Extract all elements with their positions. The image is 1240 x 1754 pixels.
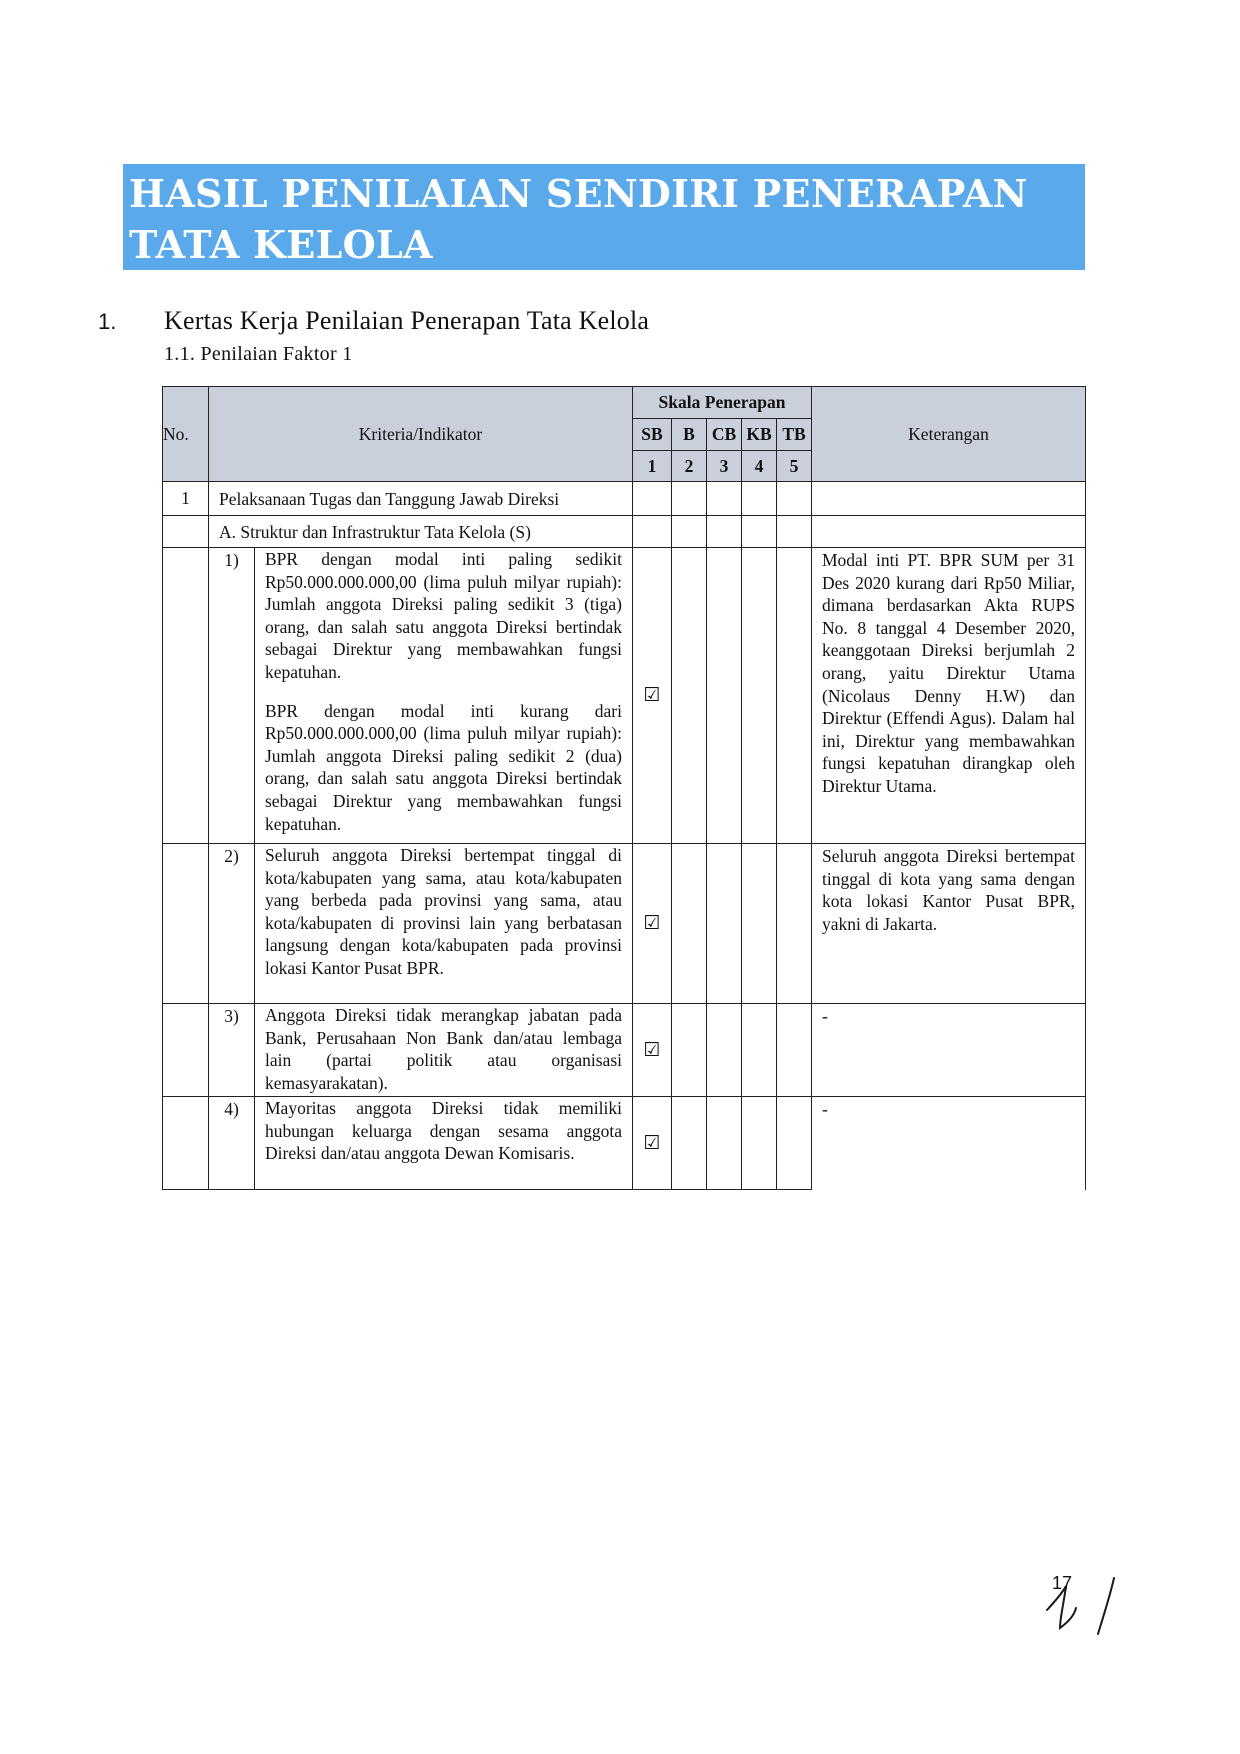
item-criteria (255, 1097, 633, 1190)
item-criteria-paragraph: Seluruh anggota Direksi bertempat tinggal di kota/kabupaten yang sama, atau kota/kabupaten yang berbeda pada provinsi yang sama, atau kota/kabupaten di provinsi lain yang berbatasan langsung dengan kota/kabupaten pada provinsi lokasi Kantor Pusat BPR. (265, 845, 622, 978)
checkbox-icon: ☑ (633, 844, 672, 1004)
item-remarks: Modal inti PT. BPR SUM per 31 Des 2020 kurang dari Rp50 Miliar, dimana berdasarkan Akta RUPS No. 8 tanggal 4 Desember 2020, keanggotaan Direksi berjumlah 2 orang, yaitu Direktur Utama (Nicolaus Denny H.W) dan Direktur (Effendi Agus). Dalam hal ini, Direktur yang membawahkan fungsi kepatuhan dirangkap oleh Direktur Utama. (812, 548, 1086, 844)
table-row (163, 548, 1086, 844)
scale-value-4: 4 (742, 451, 777, 482)
header-no-label: No. (163, 423, 189, 444)
header-no (163, 387, 209, 482)
header-criteria: Kriteria/Indikator (209, 387, 633, 482)
item-criteria (255, 548, 633, 844)
scale-value-3: 3 (707, 451, 742, 482)
scale-code-sb: SB (633, 419, 672, 451)
group-number: 1 (163, 482, 209, 516)
item-remarks: Seluruh anggota Direksi bertempat tinggal di kota yang sama dengan kota lokasi Kantor Pusat BPR, yakni di Jakarta. (812, 844, 1086, 1004)
subgroup-row (163, 516, 1086, 548)
item-criteria-paragraph: BPR dengan modal inti kurang dari Rp50.000.000.000,00 (lima puluh milyar rupiah): Jumlah anggota Direksi paling sedikit 2 (dua) orang, dan salah satu anggota Direksi bertindak sebagai Direktur yang membawahkan fungsi kepatuhan. (265, 700, 622, 834)
item-number: 3) (209, 1004, 255, 1097)
scale-code-b: B (672, 419, 707, 451)
group-title: Pelaksanaan Tugas dan Tanggung Jawab Direksi (209, 482, 633, 516)
page-banner-title: HASIL PENILAIAN SENDIRI PENERAPAN TATA KELOLA (123, 164, 1085, 270)
checkbox-icon: ☑ (633, 548, 672, 844)
header-row-scale (163, 387, 1086, 419)
assessment-table (162, 386, 1086, 1190)
section-title: Kertas Kerja Penilaian Penerapan Tata Kelola (164, 306, 650, 335)
item-remarks: - (812, 1097, 1086, 1190)
item-remarks: - (812, 1004, 1086, 1097)
subgroup-title: A. Struktur dan Infrastruktur Tata Kelola (S) (209, 516, 633, 548)
subsection-title: 1.1. Penilaian Faktor 1 (164, 343, 353, 365)
scale-code-kb: KB (742, 419, 777, 451)
item-criteria (255, 844, 633, 1004)
item-criteria-paragraph: BPR dengan modal inti paling sedikit Rp50.000.000.000,00 (lima puluh milyar rupiah): Jumlah anggota Direksi paling sedikit 3 (tiga) orang, dan salah satu anggota Direksi bertindak sebagai Direktur yang membawahkan fungsi kepatuhan. (265, 549, 622, 682)
page-number: 17 (1052, 1573, 1073, 1593)
checkbox-icon: ☑ (633, 1097, 672, 1190)
scale-code-cb: CB (707, 419, 742, 451)
item-criteria-paragraph: Mayoritas anggota Direksi tidak memiliki hubungan keluarga dengan sesama anggota Direksi dan/atau anggota Dewan Komisaris. (265, 1098, 622, 1164)
scale-value-5: 5 (777, 451, 812, 482)
scale-code-tb: TB (777, 419, 812, 451)
header-scale: Skala Penerapan (633, 387, 812, 419)
table-row (163, 1004, 1086, 1097)
item-criteria-paragraph: Anggota Direksi tidak merangkap jabatan pada Bank, Perusahaan Non Bank dan/atau lembaga lain (partai politik atau organisasi kemasyarakatan). (265, 1005, 622, 1093)
item-number: 2) (209, 844, 255, 1004)
scale-value-1: 1 (633, 451, 672, 482)
table-row (163, 844, 1086, 1004)
scale-value-2: 2 (672, 451, 707, 482)
header-remarks: Keterangan (812, 387, 1086, 482)
table-row (163, 1097, 1086, 1190)
item-number: 1) (209, 548, 255, 844)
section-number: 1. (98, 309, 117, 334)
checkbox-icon: ☑ (633, 1004, 672, 1097)
item-number: 4) (209, 1097, 255, 1190)
item-criteria (255, 1004, 633, 1097)
group-row (163, 482, 1086, 516)
